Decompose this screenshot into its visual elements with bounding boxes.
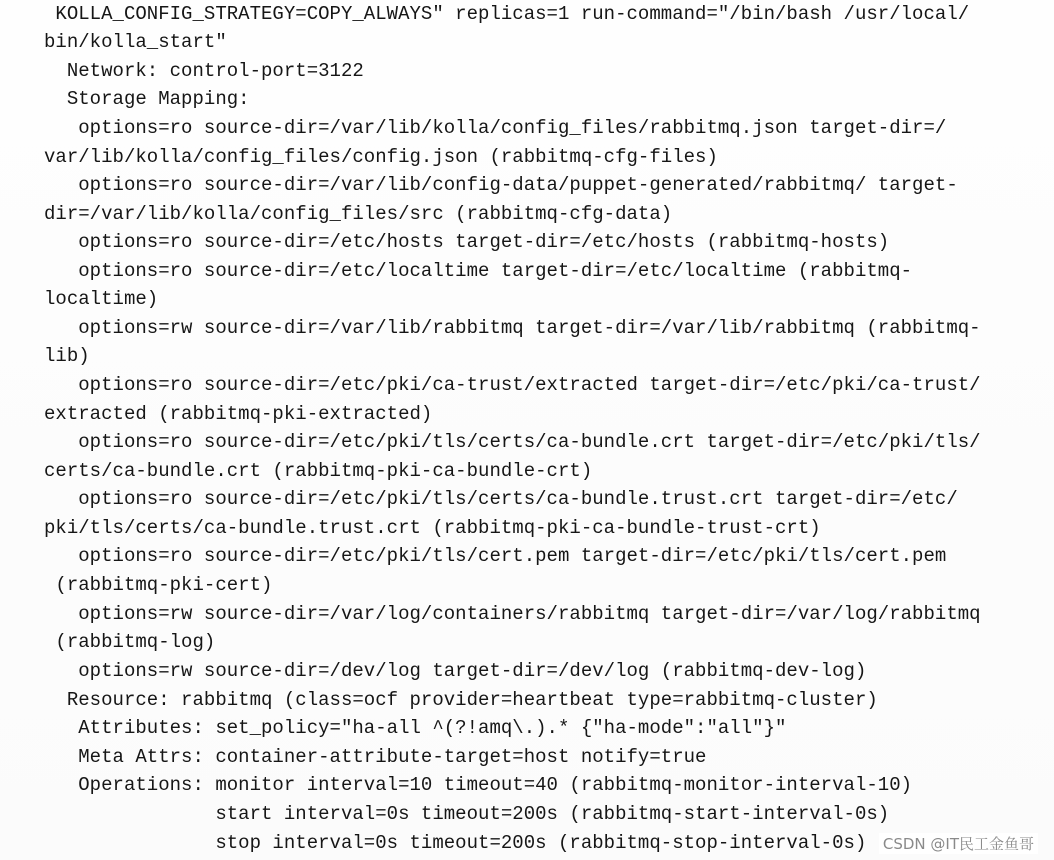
code-line: options=rw source-dir=/var/lib/rabbitmq target-dir=/var/lib/rabbitmq (rabbitmq- xyxy=(44,317,981,339)
code-line: bin/kolla_start" xyxy=(44,31,227,53)
code-line: var/lib/kolla/config_files/config.json (rabbitmq-cfg-files) xyxy=(44,146,718,168)
code-line: options=ro source-dir=/etc/pki/tls/cert.pem target-dir=/etc/pki/tls/cert.pem xyxy=(44,545,947,567)
code-line: Storage Mapping: xyxy=(44,88,250,110)
code-line: Attributes: set_policy="ha-all ^(?!amq\.).* {"ha-mode":"all"}" xyxy=(44,717,787,739)
code-line: options=ro source-dir=/etc/pki/ca-trust/extracted target-dir=/etc/pki/ca-trust/ xyxy=(44,374,981,396)
code-line: dir=/var/lib/kolla/config_files/src (rabbitmq-cfg-data) xyxy=(44,203,673,225)
code-line: lib) xyxy=(44,345,90,367)
code-line: options=ro source-dir=/etc/pki/tls/certs/ca-bundle.trust.crt target-dir=/etc/ xyxy=(44,488,958,510)
code-line: options=ro source-dir=/var/lib/kolla/config_files/rabbitmq.json target-dir=/ xyxy=(44,117,947,139)
code-line: start interval=0s timeout=200s (rabbitmq-start-interval-0s) xyxy=(44,803,890,825)
code-line: (rabbitmq-log) xyxy=(44,631,216,653)
code-line: KOLLA_CONFIG_STRATEGY=COPY_ALWAYS" replicas=1 run-command="/bin/bash /usr/local/ xyxy=(44,3,970,25)
code-line: options=ro source-dir=/etc/pki/tls/certs/ca-bundle.crt target-dir=/etc/pki/tls/ xyxy=(44,431,981,453)
code-line: Meta Attrs: container-attribute-target=host notify=true xyxy=(44,746,707,768)
code-line: localtime) xyxy=(44,288,159,310)
code-line: Network: control-port=3122 xyxy=(44,60,364,82)
code-line: Operations: monitor interval=10 timeout=40 (rabbitmq-monitor-interval-10) xyxy=(44,774,913,796)
code-line: options=ro source-dir=/etc/hosts target-dir=/etc/hosts (rabbitmq-hosts) xyxy=(44,231,890,253)
code-line: options=ro source-dir=/var/lib/config-data/puppet-generated/rabbitmq/ target- xyxy=(44,174,958,196)
code-line: certs/ca-bundle.crt (rabbitmq-pki-ca-bundle-crt) xyxy=(44,460,593,482)
code-line: pki/tls/certs/ca-bundle.trust.crt (rabbitmq-pki-ca-bundle-trust-crt) xyxy=(44,517,821,539)
code-line: options=rw source-dir=/dev/log target-dir=/dev/log (rabbitmq-dev-log) xyxy=(44,660,867,682)
code-line: Resource: rabbitmq (class=ocf provider=heartbeat type=rabbitmq-cluster) xyxy=(44,689,878,711)
code-line: stop interval=0s timeout=200s (rabbitmq-stop-interval-0s) xyxy=(44,832,867,854)
code-line: extracted (rabbitmq-pki-extracted) xyxy=(44,403,433,425)
watermark-text: CSDN @IT民工金鱼哥 xyxy=(879,833,1038,854)
code-line: options=ro source-dir=/etc/localtime target-dir=/etc/localtime (rabbitmq- xyxy=(44,260,913,282)
code-line: options=rw source-dir=/var/log/containers/rabbitmq target-dir=/var/log/rabbitmq xyxy=(44,603,981,625)
code-line: (rabbitmq-pki-cert) xyxy=(44,574,273,596)
